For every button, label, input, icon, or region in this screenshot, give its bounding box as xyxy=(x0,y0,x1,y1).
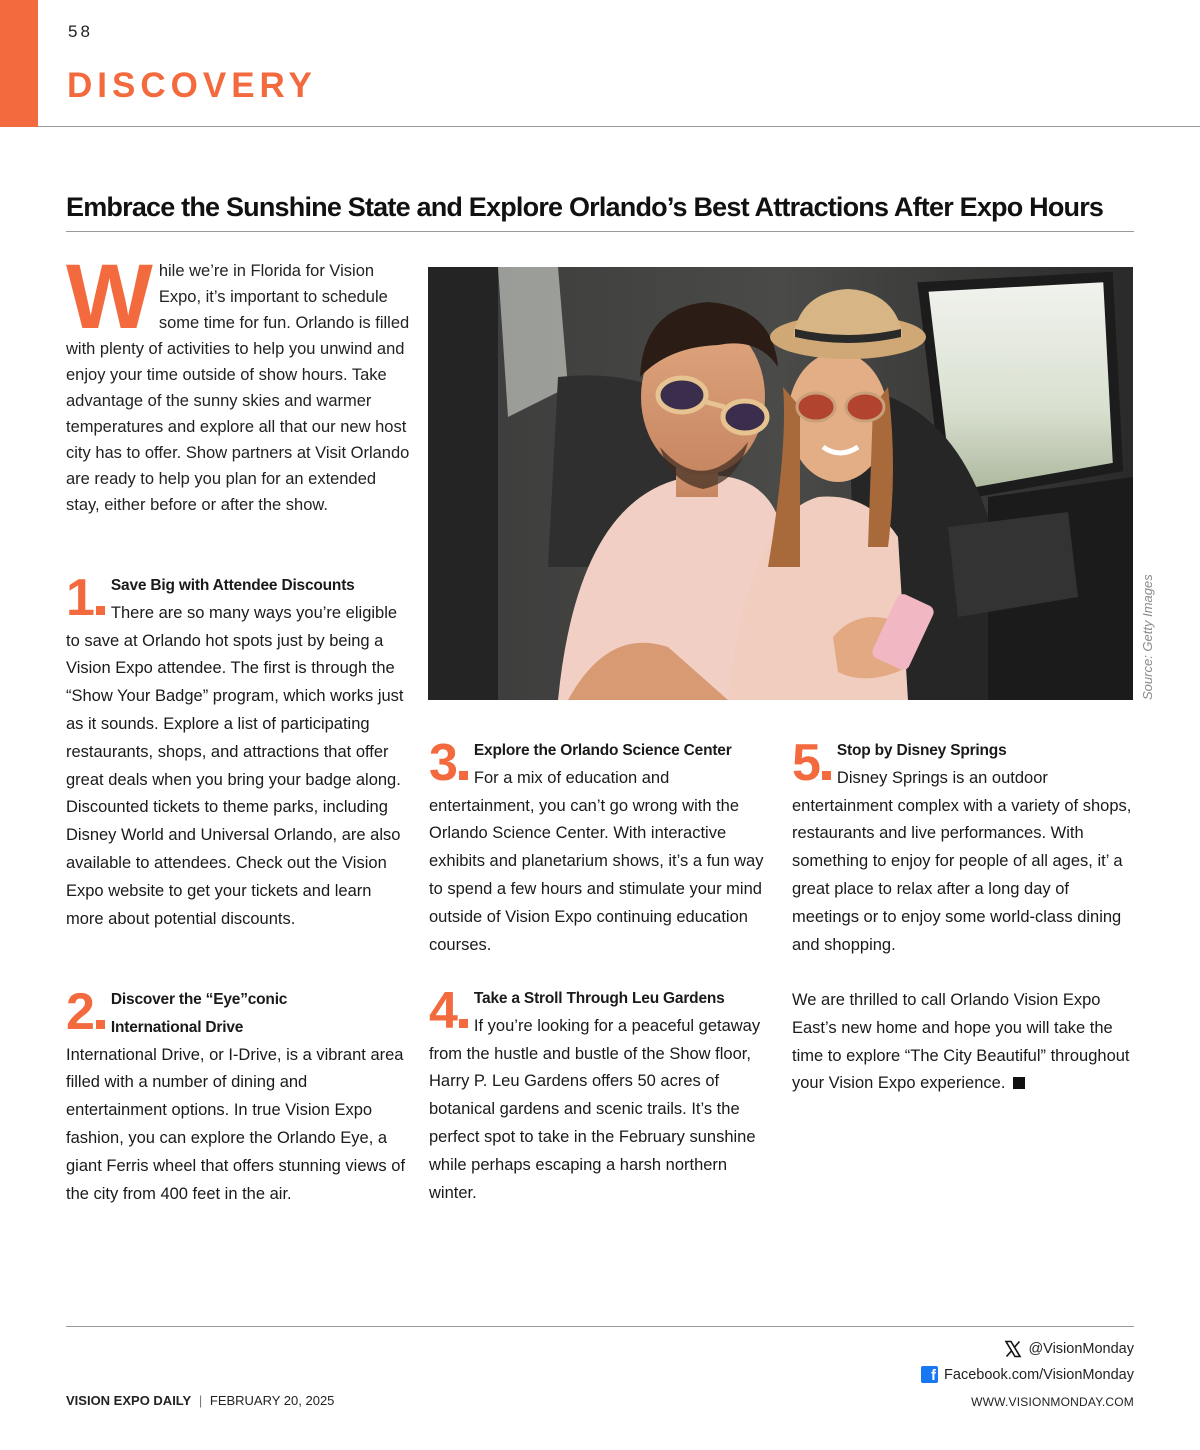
item-text: Disney Springs is an outdoor entertainment complex with a variety of shops, restaurants and live performances. With something to enjoy for people of all ages, it’ a great place to relax after a long day of meetings or to enjoy some world-class dining and shopping. xyxy=(792,768,1132,954)
item-number: 2 xyxy=(66,990,105,1034)
item-title: Discover the “Eye”conic International Drive xyxy=(110,991,288,1036)
item-title: Save Big with Attendee Discounts xyxy=(110,577,355,594)
end-mark xyxy=(1013,1077,1025,1089)
item-number: 3 xyxy=(429,741,468,785)
list-item-2 xyxy=(66,983,411,1208)
x-handle-text: @VisionMonday xyxy=(1028,1341,1134,1357)
list-item-3 xyxy=(429,734,774,959)
article-photo xyxy=(428,267,1133,700)
item-number: 1 xyxy=(66,576,105,620)
header-divider xyxy=(38,126,1200,127)
website-link[interactable]: WWW.VISIONMONDAY.COM xyxy=(971,1395,1134,1409)
drop-cap: W xyxy=(66,246,153,348)
article-headline: Embrace the Sunshine State and Explore Orlando’s Best Attractions After Expo Hours xyxy=(66,192,1104,222)
closing-paragraph xyxy=(792,987,1137,1098)
item-title: Stop by Disney Springs xyxy=(836,742,1007,759)
list-item-1 xyxy=(66,569,411,933)
photo-credit: Source: Getty Images xyxy=(1140,574,1155,700)
x-logo-icon xyxy=(1004,1340,1022,1358)
footer-separator: | xyxy=(198,1393,203,1408)
item-title: Take a Stroll Through Leu Gardens xyxy=(473,990,725,1007)
intro-text: hile we’re in Florida for Vision Expo, it’s important to schedule some time for fun. Orlando is filled with plenty of activities to help you unwind and enjoy your time outside of show hours. Take advantage of the sunny skies and warmer temperatures and explore all that our new host city has to offer. Show partners at Visit Orlando are ready to help you plan for an extended stay, either before or after the show. xyxy=(66,262,410,514)
x-handle[interactable] xyxy=(1004,1340,1134,1358)
list-item-5 xyxy=(792,734,1137,959)
item-text: International Drive, or I-Drive, is a vibrant area filled with a number of dining and entertainment options. In true Vision Expo fashion, you can explore the Orlando Eye, a giant Ferris wheel that offers stunning views of the city from 400 feet in the air. xyxy=(66,1045,406,1203)
item-number: 4 xyxy=(429,989,468,1033)
item-title: Explore the Orlando Science Center xyxy=(473,742,732,759)
facebook-link-text: Facebook.com/VisionMonday xyxy=(944,1366,1134,1383)
publication-name: VISION EXPO DAILY xyxy=(66,1393,192,1408)
item-text: If you’re looking for a peaceful getaway from the hustle and bustle of the Show floor, Harry P. Leu Gardens offers 50 acres of botanical gardens and scenic trails. It’s the perfect spot to take in the February sunshine while perhaps escaping a harsh northern winter. xyxy=(429,1016,761,1202)
publication-date: FEBRUARY 20, 2025 xyxy=(209,1393,335,1408)
intro-paragraph xyxy=(66,246,411,518)
closing-text: We are thrilled to call Orlando Vision Expo East’s new home and hope you will take the time to explore “The City Beautiful” throughout your Vision Expo experience. xyxy=(792,991,1130,1093)
list-item-4 xyxy=(429,982,774,1207)
section-color-tab xyxy=(0,0,38,127)
footer-publication xyxy=(66,1393,334,1408)
page-number: 58 xyxy=(68,22,93,41)
item-number: 5 xyxy=(792,741,831,785)
facebook-link[interactable] xyxy=(921,1366,1134,1383)
section-label: DISCOVERY xyxy=(67,66,317,105)
footer-divider xyxy=(66,1326,1134,1327)
facebook-logo-icon: f xyxy=(921,1366,938,1383)
item-text: For a mix of education and entertainment, you can’t go wrong with the Orlando Science Center. With interactive exhibits and planetarium shows, it’s a fun way to spend a few hours and stimulate your mind outside of Vision Expo continuing education courses. xyxy=(429,768,764,954)
item-text: There are so many ways you’re eligible to save at Orlando hot spots just by being a Vision Expo attendee. The first is through the “Show Your Badge” program, which works just as it sounds. Explore a list of participating restaurants, shops, and attractions that offer great deals when you bring your badge along. Discounted tickets to theme parks, including Disney World and Universal Orlando, are also available to attendees. Check out the Vision Expo website to get your tickets and learn more about potential discounts. xyxy=(66,603,404,928)
headline-divider xyxy=(66,231,1134,232)
